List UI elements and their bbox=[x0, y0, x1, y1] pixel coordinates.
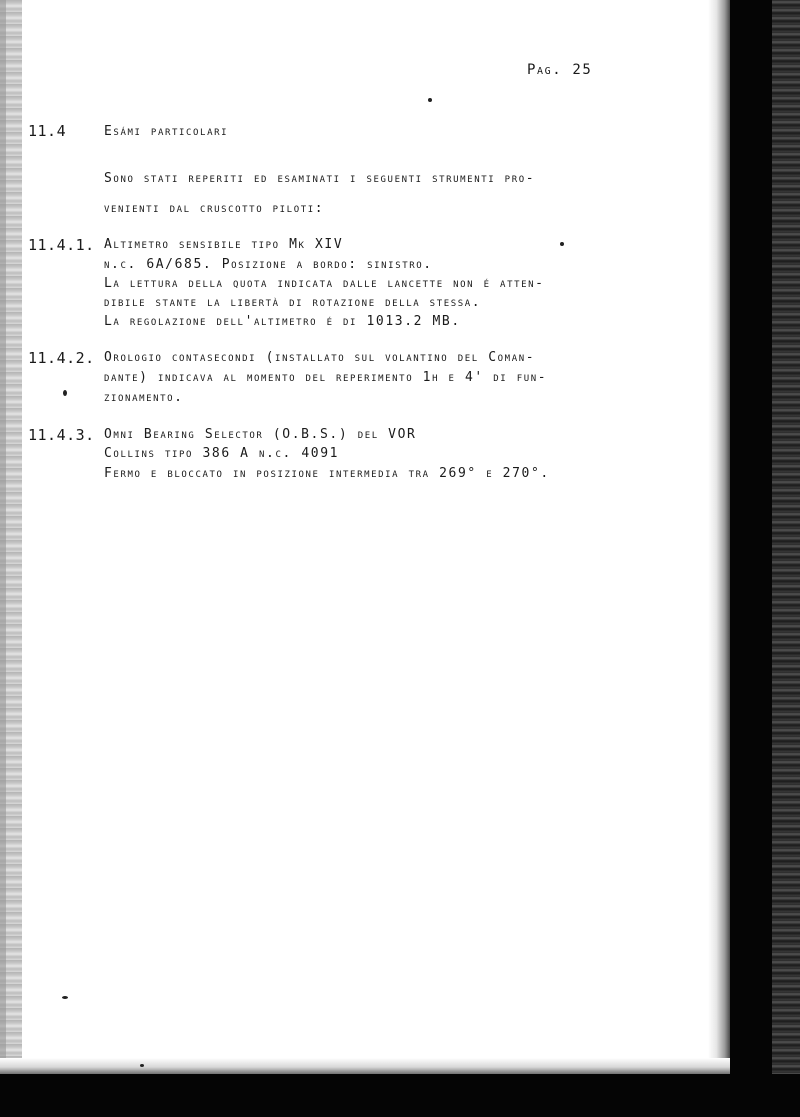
item-line: Collins tipo 386 A n.c. 4091 bbox=[104, 446, 340, 461]
item-number: 11.4.3. bbox=[28, 426, 95, 444]
item-line: Altimetro sensibile tipo Mk XIV bbox=[104, 237, 344, 252]
intro-line: Sono stati reperiti ed esaminati i seguenti strumenti pro- bbox=[104, 171, 536, 186]
scan-right-strip bbox=[772, 0, 800, 1117]
scan-left-edge bbox=[0, 0, 22, 1117]
item-line: La regolazione dell'altimetro é di 1013.2 MB. bbox=[104, 314, 461, 329]
intro-line: venienti dal cruscotto piloti: bbox=[104, 201, 325, 216]
item-line: dibile stante la libertà di rotazione della stessa. bbox=[104, 295, 482, 310]
section-title: Esámi particolari bbox=[104, 124, 229, 139]
scan-right-shadow bbox=[708, 0, 732, 1117]
item-line: Orologio contasecondi (installato sul volantino del Coman- bbox=[104, 350, 536, 365]
item-line: Omni Bearing Selector (O.B.S.) del VOR bbox=[104, 427, 417, 442]
item-number: 11.4.1. bbox=[28, 236, 95, 254]
page-number: Pag. 25 bbox=[527, 62, 593, 78]
item-line: n.c. 6A/685. Posizione a bordo: sinistro. bbox=[104, 257, 433, 272]
section-number: 11.4 bbox=[28, 122, 67, 140]
item-line: dante) indicava al momento del reperimento 1h e 4' di fun- bbox=[104, 370, 548, 385]
item-line: zionamento. bbox=[104, 390, 184, 405]
item-number: 11.4.2. bbox=[28, 349, 95, 367]
item-line: Fermo e bloccato in posizione intermedia tra 269° e 270°. bbox=[104, 466, 550, 481]
scan-bottom-border bbox=[0, 1074, 800, 1117]
item-line: La lettura della quota indicata dalle lancette non é atten- bbox=[104, 276, 545, 291]
